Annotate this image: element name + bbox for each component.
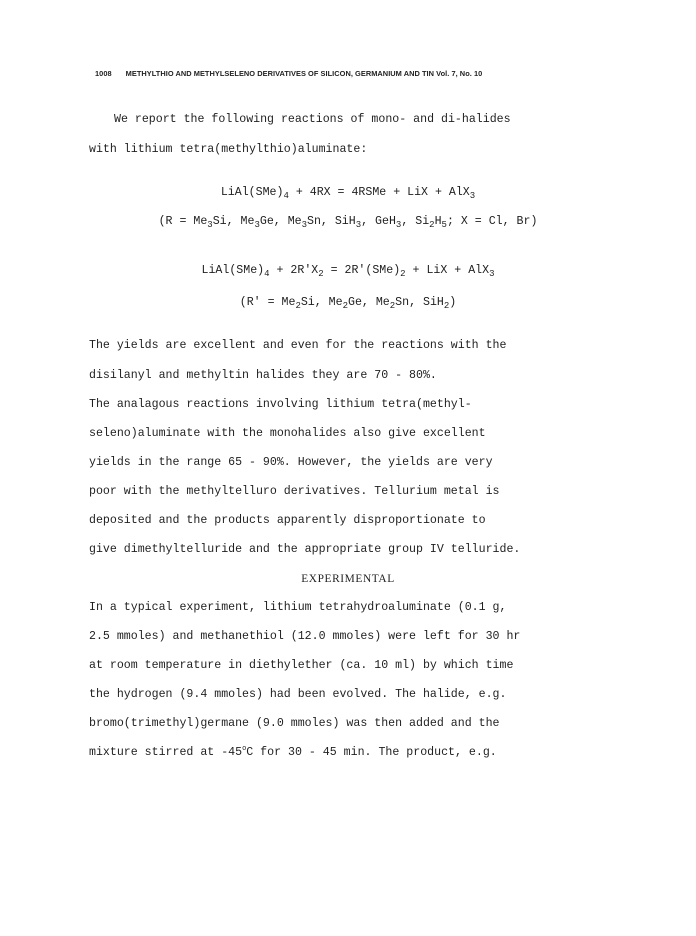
paragraph-line: We report the following reactions of mono- and di-halides	[114, 113, 511, 126]
equation-1-conditions: ($R = Me_3Si$, $Me_3Ge$, $Me_3Sn$, SiH$_3$, GeH$_3$, $Si_2H_5$; X = Cl, Br)	[158, 215, 538, 230]
paragraph-line: with lithium tetra(methylthio)aluminate:	[89, 143, 368, 156]
paragraph-line: 2.5 mmoles) and methanethiol (12.0 mmoles) were left for 30 hr	[89, 630, 521, 643]
paragraph-line: the hydrogen (9.4 mmoles) had been evolved. The halide, e.g.	[89, 688, 507, 701]
paragraph-line: give dimethyltelluride and the appropriate group IV telluride.	[89, 543, 521, 556]
equation-2-conditions: ($R' = Me_2Si$, $Me_2Ge$, $Me_2Sn$, SiH$_2$)	[239, 296, 457, 311]
paragraph-line: mixture stirred at -45$^o$C for 30 - 45 min. The product, e.g.	[89, 745, 497, 759]
paragraph-line: poor with the methyltelluro derivatives. Tellurium metal is	[89, 485, 500, 498]
journal-title: METHYLTHIO AND METHYLSELENO DERIVATIVES OF SILICON, GERMANIUM AND TIN Vol. 7, No. 10	[125, 69, 483, 78]
paragraph-line: at room temperature in diethylether (ca. 10 ml) by which time	[89, 659, 514, 672]
running-head	[95, 69, 615, 78]
paragraph-line: disilanyl and methyltin halides they are 70 - 80%.	[89, 369, 437, 382]
equation-1: $LiAl(SMe)_4 + 4RX$ = 4RSMe + LiX + AlX$_3$	[220, 186, 476, 201]
paragraph-line: seleno)aluminate with the monohalides also give excellent	[89, 427, 486, 440]
paragraph-line: The analagous reactions involving lithium tetra(methyl-	[89, 398, 472, 411]
paragraph-line: yields in the range 65 - 90%. However, the yields are very	[89, 456, 493, 469]
paragraph-line: The yields are excellent and even for the reactions with the	[89, 339, 507, 352]
page-number: 1008	[95, 69, 112, 78]
equation-2: $LiAl(SMe)_4 + 2R'X_2 = 2R'(SMe)_2$ + LiX + AlX$_3$	[201, 264, 495, 279]
paragraph-line: bromo(trimethyl)germane (9.0 mmoles) was then added and the	[89, 717, 500, 730]
paragraph-line: In a typical experiment, lithium tetrahydroaluminate (0.1 g,	[89, 601, 507, 614]
paragraph-line: deposited and the products apparently disproportionate to	[89, 514, 486, 527]
section-heading: EXPERIMENTAL	[301, 573, 395, 585]
